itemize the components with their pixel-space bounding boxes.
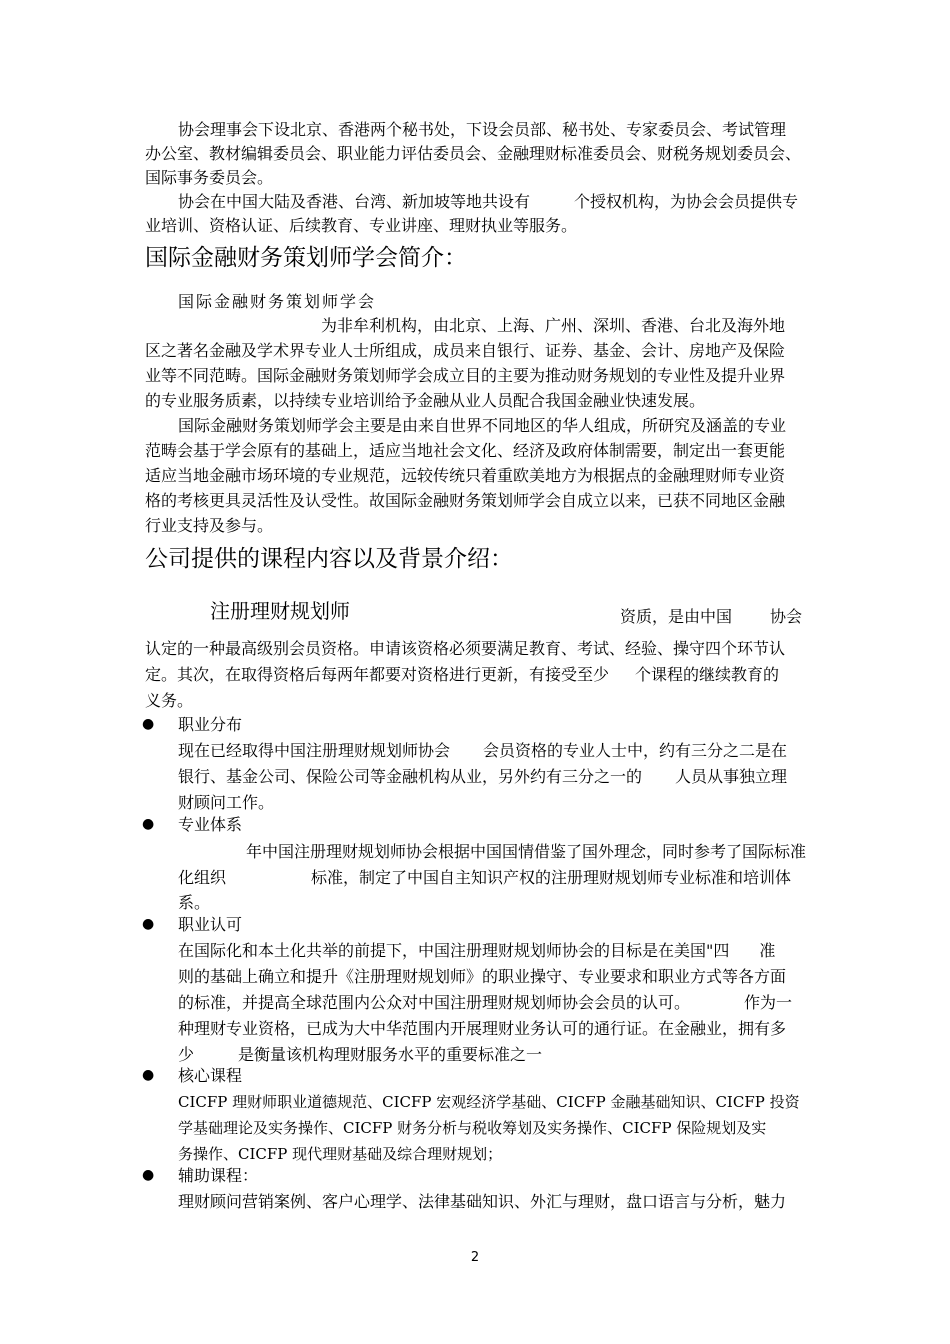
section-heading: 国际金融财务策划师学会简介： [145,245,467,271]
text-line: 则的基础上确立和提升《注册理财规划师》的职业操守、专业要求和职业方式等各方面 [178,967,787,986]
text-span: 作为一 [744,993,793,1012]
text-span: 协会 [770,607,803,626]
bullet-title: 职业分布 [178,715,243,734]
bullet-icon: ● [142,916,155,932]
text-line [178,866,791,890]
text-span: 化组织 [178,868,227,887]
text-span: 协会在中国大陆及香港、台湾、新加坡等地共设有 [178,192,531,211]
text-span: 个授权机构，为协会会员提供专 [574,192,799,211]
text-line [620,605,802,629]
text-line: 格的考核更具灵活性及认受性。故国际金融财务策划师学会自成立以来，已获不同地区金融 [145,491,786,510]
text-span: 现在已经取得中国注册理财规划师协会 [178,741,451,760]
page-number: 2 [470,1250,480,1265]
text-line: 财顾问工作。 [178,793,275,812]
section-heading: 公司提供的课程内容以及背景介绍： [145,546,513,572]
text-span: 准 [759,941,776,960]
text-span: 个课程的继续教育的 [635,665,780,684]
bullet-title: 专业体系 [178,815,243,834]
bullet-icon: ● [142,716,155,732]
text-span: 的标准，并提高全球范围内公众对中国注册理财规划师协会会员的认可。 [178,993,691,1012]
text-line: 国际事务委员会。 [145,168,274,187]
text-span: 是衡量该机构理财服务水平的重要标准之一 [238,1045,543,1064]
bullet-icon: ● [142,1067,155,1083]
text-span: 人员从事独立理 [675,767,788,786]
text-span: 银行、基金公司、保险公司等金融机构从业，另外约有三分之一的 [178,767,643,786]
text-line: 理财顾问营销案例、客户心理学、法律基础知识、外汇与理财，盘口语言与分析，魅力 [178,1192,787,1211]
text-line: CICFP 理财师职业道德规范、CICFP 宏观经济学基础、CICFP 金融基础知识、CICFP 投资 [178,1093,800,1111]
bullet-title: 职业认可 [178,915,243,934]
text-line: 义务。 [145,691,194,710]
text-line [178,190,798,214]
text-line: 协会理事会下设北京、香港两个秘书处，下设会员部、秘书处、专家委员会、考试管理 [178,120,787,139]
text-span: 资质，是由中国 [620,607,733,626]
text-span: 定。其次，在取得资格后每两年都要对资格进行更新，有接受至少 [145,665,610,684]
text-line: 的专业服务质素，以持续专业培训给予金融从业人员配合我国金融业快速发展。 [145,391,706,410]
text-span: 会员资格的专业人士中，约有三分之二是在 [483,741,788,760]
text-line: 区之著名金融及学术界专业人士所组成，成员来自银行、证券、基金、会计、房地产及保险 [145,341,786,360]
bullet-title: 核心课程 [178,1066,243,1085]
bullet-icon: ● [142,1167,155,1183]
text-line: 业培训、资格认证、后续教育、专业讲座、理财执业等服务。 [145,216,578,235]
text-span: 标准，制定了中国自主知识产权的注册理财规划师专业标准和培训体 [311,868,792,887]
text-line: 适应当地金融市场环境的专业规范，远较传统只着重欧美地方为根据点的金融理财师专业资 [145,466,786,485]
text-line: 行业支持及参与。 [145,516,274,535]
text-line [178,991,792,1015]
text-line: 学基础理论及实务操作、CICFP 财务分析与税收筹划及实务操作、CICFP 保险规划及实 [178,1119,767,1137]
institute-name: 国际金融财务策划师学会 [178,292,377,311]
text-line: 种理财专业资格，已成为大中华范围内开展理财业务认可的通行证。在金融业，拥有多 [178,1019,787,1038]
text-line: 国际金融财务策划师学会主要是由来自世界不同地区的华人组成，所研究及涵盖的专业 [178,416,787,435]
bullet-title: 辅助课程： [178,1166,259,1185]
text-line: 办公室、教材编辑委员会、职业能力评估委员会、金融理财标准委员会、财税务规划委员会、 [145,144,802,163]
text-line: 为非牟利机构，由北京、上海、广州、深圳、香港、台北及海外地 [321,316,786,335]
text-line [178,765,787,789]
text-line [145,663,779,687]
text-line: 年中国注册理财规划师协会根据中国国情借鉴了国外理念，同时参考了国际标准 [246,842,807,861]
text-span: 在国际化和本土化共举的前提下，中国注册理财规划师协会的目标是在美国"四 [178,941,730,960]
text-line: 系。 [178,893,211,912]
text-line [178,939,775,963]
text-span: 少 [178,1045,195,1064]
course-title: 注册理财规划师 [210,599,350,623]
text-line [178,739,787,763]
text-line: 认定的一种最高级别会员资格。申请该资格必须要满足教育、考试、经验、操守四个环节认 [145,639,786,658]
bullet-icon: ● [142,816,155,832]
text-line: 务操作、CICFP 现代理财基础及综合理财规划； [178,1145,503,1163]
text-line: 业等不同范畴。国际金融财务策划师学会成立目的主要为推动财务规划的专业性及提升业界 [145,366,786,385]
text-line: 范畴会基于学会原有的基础上，适应当地社会文化、经济及政府体制需要，制定出一套更能 [145,441,786,460]
